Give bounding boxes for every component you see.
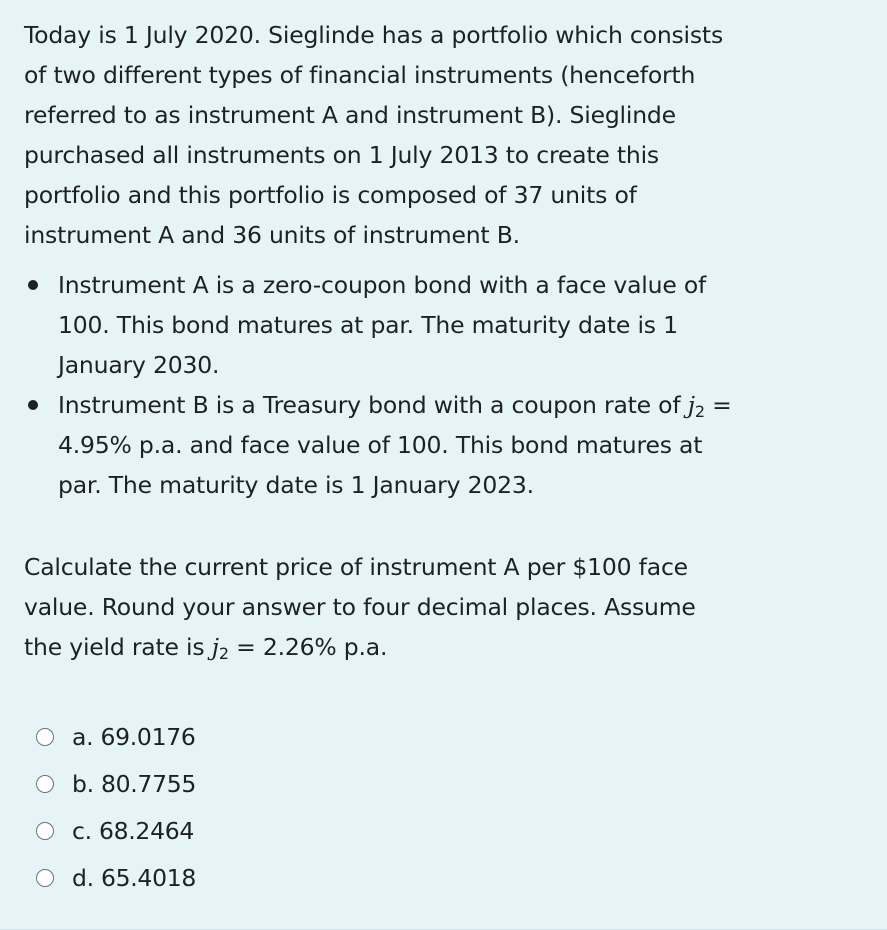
radio-button-icon[interactable] [36,869,54,887]
question-intro: Today is 1 July 2020. Sieglinde has a portfolio which consists of two different types of financial instruments (henceforth referred to as instrument A and instrument B). Sieglinde purchased all instruments on 1 July 2013 to create this portfolio and this portfolio is composed of 37 units of instrument A and 36 units of instrument B. [24,21,723,249]
instrument-a-text: Instrument A is a zero-coupon bond with a face value of 100. This bond matures at par. The maturity date is 1 January 2030. [58,271,707,379]
option-c[interactable] [36,807,196,854]
radio-button-icon[interactable] [36,775,54,793]
option-label[interactable]: c. 68.2464 [72,816,195,845]
variable-j: j [211,633,219,661]
instrument-list [24,265,748,505]
instrument-b-text-pre: Instrument B is a Treasury bond with a coupon rate of [58,391,681,419]
option-a[interactable] [36,713,196,760]
question-prompt [24,547,724,667]
list-item-instrument-b [58,385,748,505]
variable-j: j [687,391,695,419]
radio-button-icon[interactable] [36,728,54,746]
radio-button-icon[interactable] [36,822,54,840]
option-d[interactable] [36,854,196,901]
option-label[interactable]: b. 80.7755 [72,769,197,798]
variable-subscript: 2 [218,644,229,663]
option-label[interactable]: a. 69.0176 [72,722,196,751]
bullet-icon [28,400,38,410]
prompt-text: Calculate the current price of instrument A per $100 face value. Round your answer to four decimal places. Assume the yield rate is [24,553,696,661]
instrument-b-text-post: = 4.95% p.a. and face value of 100. This bond matures at par. The maturity date is 1 January 2023. [58,391,732,499]
variable-subscript: 2 [694,402,705,421]
answer-options [36,713,196,901]
prompt-text-post: = 2.26% p.a. [236,633,388,661]
list-item-instrument-a [58,265,748,385]
option-b[interactable] [36,760,196,807]
option-label[interactable]: d. 65.4018 [72,863,197,892]
bullet-icon [28,280,38,290]
